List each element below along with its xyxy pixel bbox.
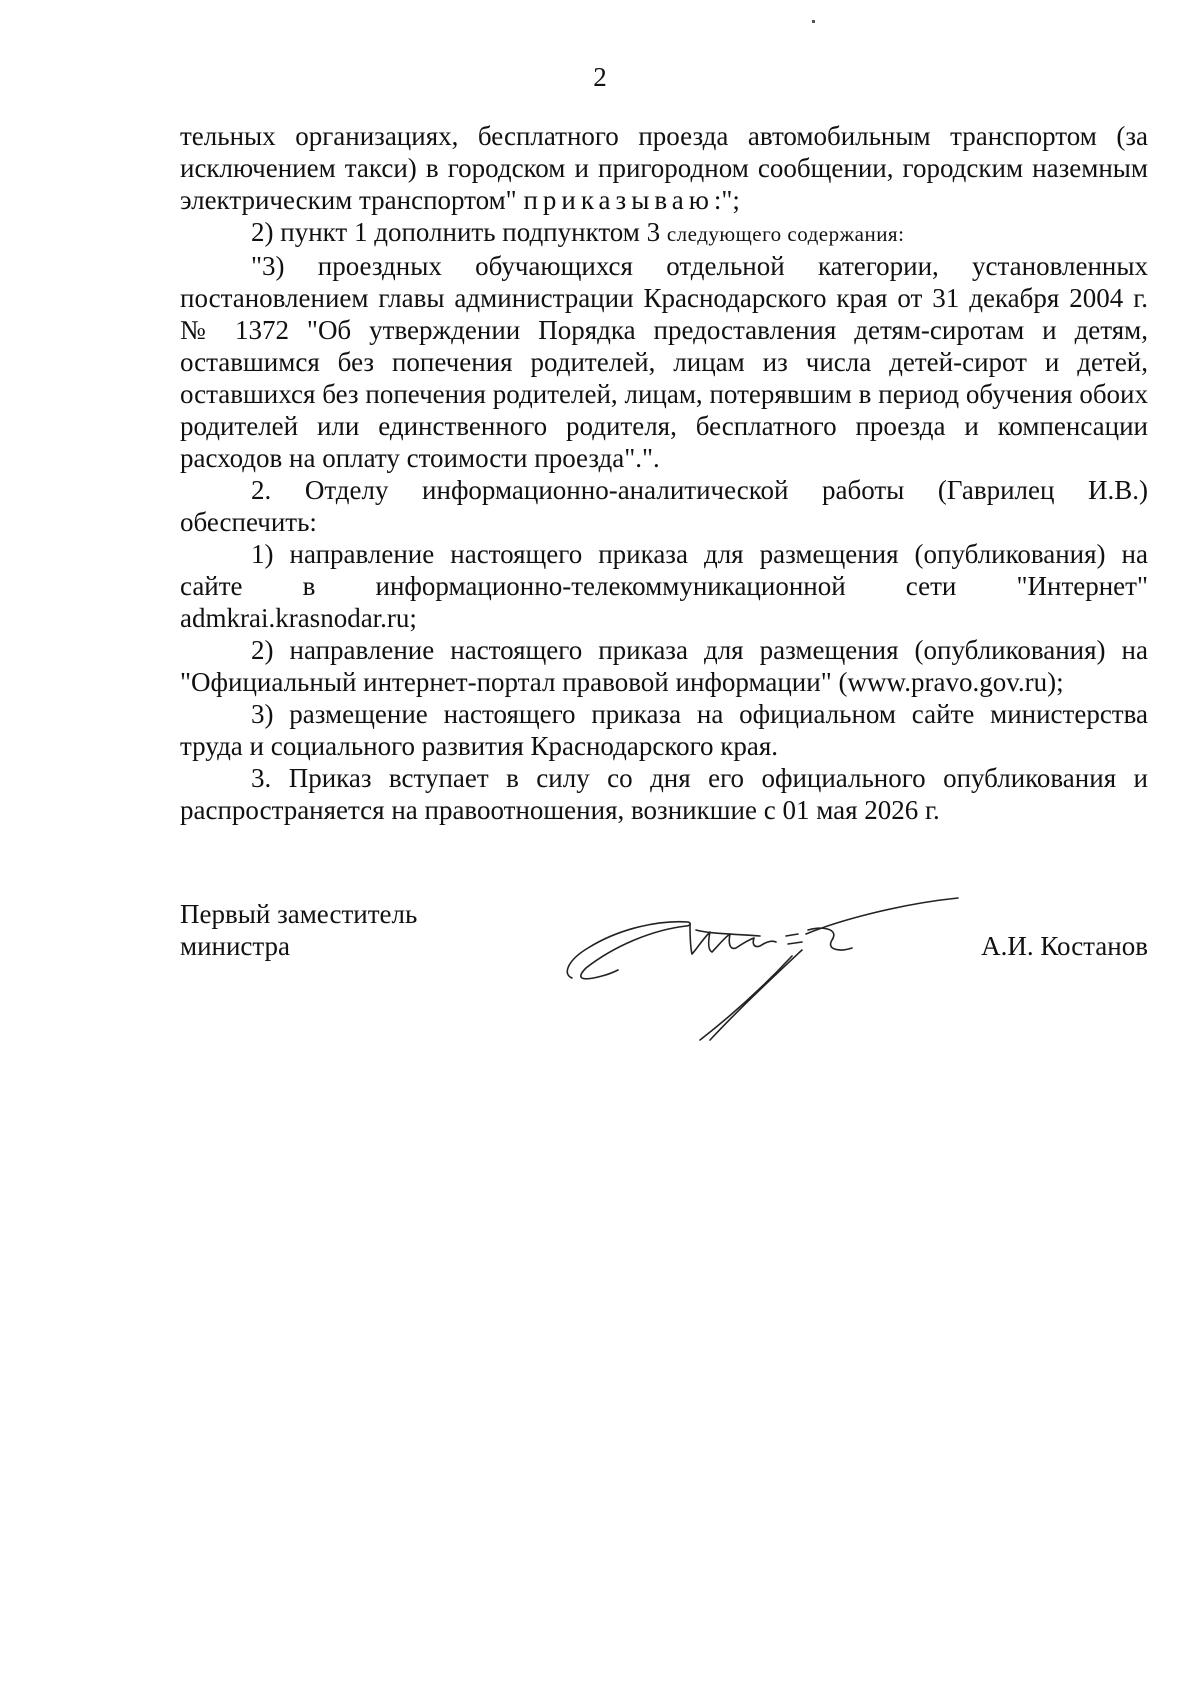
paragraph-text: 2. Отделу информационно-аналитической работы (Гаврилец И.В.) обеспечить: — [180, 475, 1148, 537]
paragraph-text: 2) пункт 1 дополнить подпунктом 3 — [251, 217, 667, 247]
paragraph — [180, 762, 1148, 826]
paragraph-text: следующего содержания: — [666, 222, 905, 246]
paragraph-text: 2) направление настоящего приказа для размещения (опубликования) на "Официальный интернет-портал правовой информации" (www.pravo.gov.ru); — [180, 635, 1148, 697]
paragraph — [180, 538, 1148, 634]
paragraph-text: 1) направление настоящего приказа для размещения (опубликования) на сайте в информационно-телекоммуникационной сети "Интернет" admkrai.krasnodar.ru; — [180, 539, 1148, 633]
paragraph-text: приказываю — [523, 185, 714, 215]
page-number: 2 — [593, 62, 607, 92]
paragraph — [180, 250, 1148, 474]
paragraph — [180, 216, 1148, 250]
paragraph-text: 3) размещение настоящего приказа на официальном сайте министерства труда и социального развития Краснодарского края. — [180, 699, 1148, 761]
paragraph-text: :"; — [713, 185, 740, 215]
scan-speck — [812, 20, 815, 23]
signer-position-line-2: министра — [180, 931, 291, 961]
signer-name: А.И. Костанов — [981, 931, 1148, 961]
document-body — [180, 120, 1148, 826]
paragraph — [180, 474, 1148, 538]
paragraph — [180, 634, 1148, 698]
signature-block — [180, 898, 1148, 1048]
paragraph-text: 3. Приказ вступает в силу со дня его официального опубликования и распространяется на правоотношения, возникшие с 01 мая 2026 г. — [180, 763, 1148, 825]
handwritten-signature — [540, 890, 980, 1050]
signer-position — [180, 898, 417, 962]
signer-position-line-1: Первый заместитель — [180, 899, 418, 929]
paragraph — [180, 120, 1148, 216]
paragraph-text: "3) проездных обучающихся отдельной категории, установленных постановлением главы администрации Краснодарского края от 31 декабря 2004 г. № 1372 "Об утверждении Порядка предоставления детям-сиротам и детям, оставшимся без попечения родителей, лицам из числа детей-сирот и детей, оставшихся без попечения родителей, лицам, потерявшим в период обучения обоих родителей или единственного родителя, бесплатного проезда и компенсации расходов на оплату стоимости проезда".". — [180, 251, 1148, 473]
paragraph — [180, 698, 1148, 762]
paragraph-text: тельных организациях, бесплатного проезда автомобильным транспортом (за исключением такси) в городском и пригородном сообщении, городским наземным электрическим транспортом" — [180, 121, 1148, 215]
